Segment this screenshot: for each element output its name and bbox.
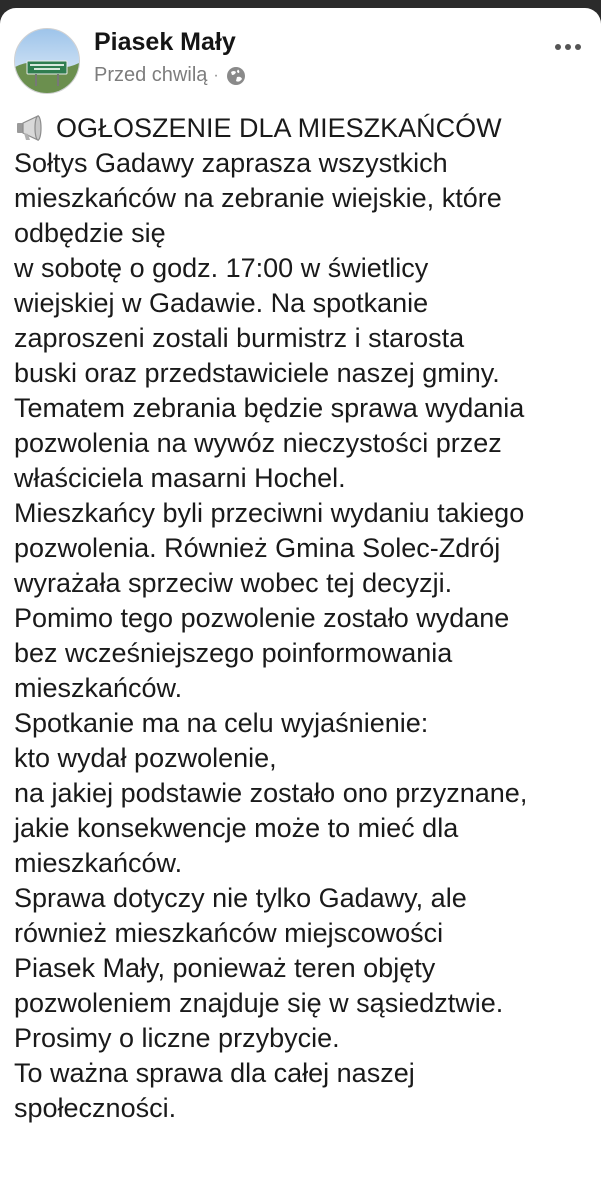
page-name[interactable]: Piasek Mały bbox=[94, 28, 236, 56]
globe-icon[interactable] bbox=[225, 65, 247, 87]
post-text-line: Tematem zebrania będzie sprawa wydania bbox=[14, 393, 525, 423]
more-options-button[interactable] bbox=[548, 32, 588, 62]
post-text-line: pozwolenia na wywóz nieczystości przez bbox=[14, 428, 502, 458]
headline-text: OGŁOSZENIE DLA MIESZKAŃCÓW bbox=[56, 113, 502, 143]
post-text-line: Spotkanie ma na celu wyjaśnienie: bbox=[14, 708, 429, 738]
megaphone-icon bbox=[14, 113, 48, 143]
post-headline bbox=[14, 111, 594, 146]
post-text-line: Piasek Mały, ponieważ teren objęty bbox=[14, 953, 436, 983]
post-text-line: pozwoleniem znajduje się w sąsiedztwie. bbox=[14, 988, 504, 1018]
post-text-line: właściciela masarni Hochel. bbox=[14, 463, 346, 493]
post-text-line: mieszkańców. bbox=[14, 673, 183, 703]
post-text-line: buski oraz przedstawiciele naszej gminy. bbox=[14, 358, 500, 388]
post-meta bbox=[94, 64, 247, 87]
post-text-line: To ważna sprawa dla całej naszej bbox=[14, 1058, 415, 1088]
post-text-line: Sprawa dotyczy nie tylko Gadawy, ale bbox=[14, 883, 467, 913]
page-avatar[interactable] bbox=[14, 28, 80, 94]
post-text-line: Pomimo tego pozwolenie zostało wydane bbox=[14, 603, 510, 633]
post-text-line: bez wcześniejszego poinformowania bbox=[14, 638, 453, 668]
post-text-line: mieszkańców na zebranie wiejskie, które bbox=[14, 183, 502, 213]
post-text-line: wiejskiej w Gadawie. Na spotkanie bbox=[14, 288, 429, 318]
post-text-line: na jakiej podstawie zostało ono przyznane, bbox=[14, 778, 528, 808]
post-paragraph bbox=[14, 146, 594, 1126]
facebook-post-card bbox=[0, 8, 601, 1200]
post-text-line: również mieszkańców miejscowości bbox=[14, 918, 444, 948]
meta-separator: · bbox=[213, 66, 219, 84]
post-text-line: mieszkańców. bbox=[14, 848, 183, 878]
post-text-line: pozwolenia. Również Gmina Solec-Zdrój bbox=[14, 533, 501, 563]
post-text bbox=[14, 111, 594, 1126]
post-text-line: odbędzie się bbox=[14, 218, 166, 248]
post-text-line: kto wydał pozwolenie, bbox=[14, 743, 277, 773]
post-text-line: zaproszeni zostali burmistrz i starosta bbox=[14, 323, 465, 353]
post-text-line: Mieszkańcy byli przeciwni wydaniu takiego bbox=[14, 498, 525, 528]
avatar-image bbox=[15, 29, 79, 93]
post-text-line: wyrażała sprzeciw wobec tej decyzji. bbox=[14, 568, 453, 598]
post-text-line: Prosimy o liczne przybycie. bbox=[14, 1023, 340, 1053]
post-text-line: jakie konsekwencje może to mieć dla bbox=[14, 813, 459, 843]
post-timestamp[interactable]: Przed chwilą bbox=[94, 64, 208, 86]
post-text-line: Sołtys Gadawy zaprasza wszystkich bbox=[14, 148, 448, 178]
post-text-line: w sobotę o godz. 17:00 w świetlicy bbox=[14, 253, 429, 283]
more-horizontal-icon bbox=[553, 44, 583, 50]
post-text-line: społeczności. bbox=[14, 1093, 177, 1123]
post-header bbox=[0, 8, 601, 98]
